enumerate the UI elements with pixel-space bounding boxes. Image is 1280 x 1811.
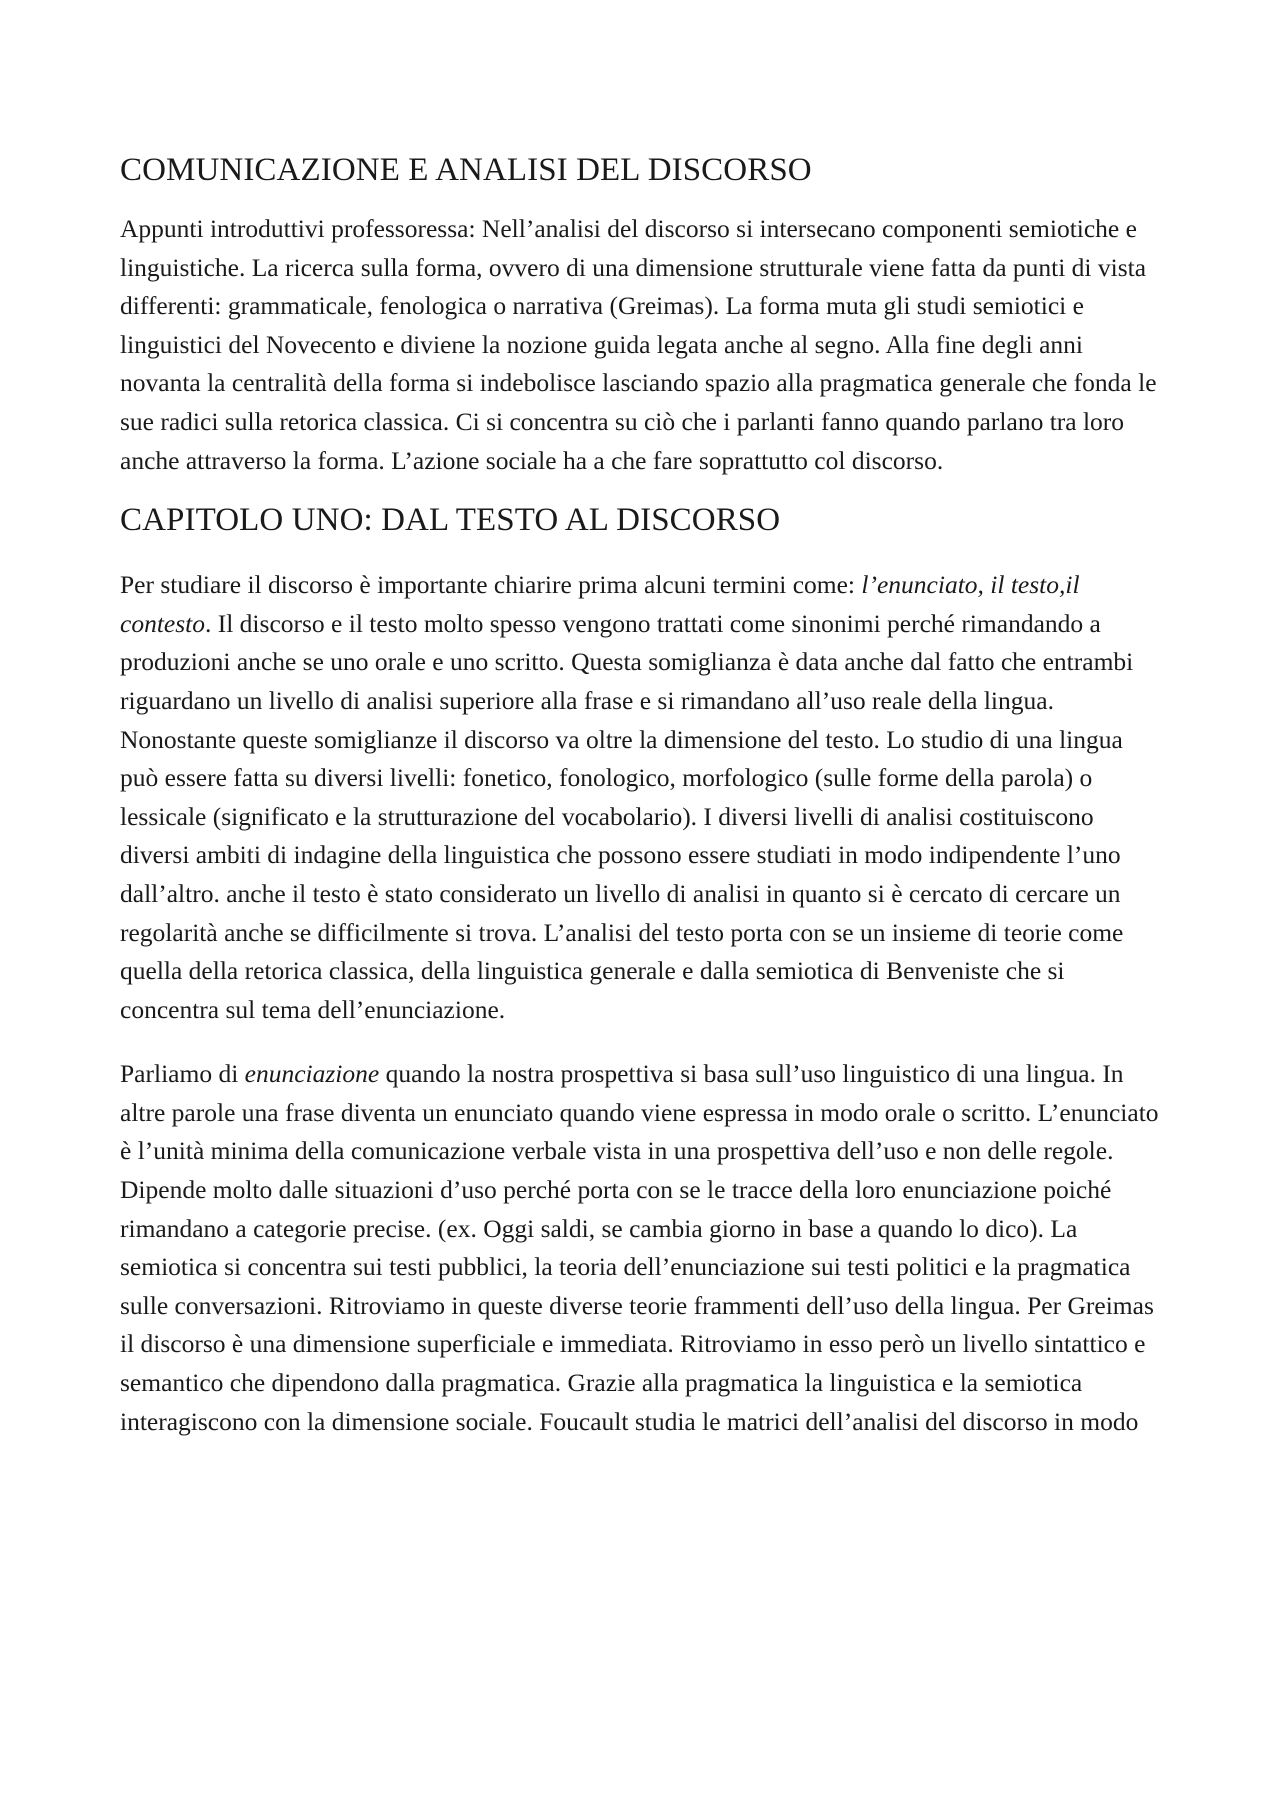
intro-paragraph: Appunti introduttivi professoressa: Nell’analisi del discorso si intersecano componenti semiotiche e linguistiche. La ricerca sulla forma, ovvero di una dimensione strutturale viene fatta da punti di vista differenti: grammaticale, fenologica o narrativa (Greimas). La forma muta gli studi semiotici e linguistici del Novecento e diviene la nozione guida legata anche al segno. Alla fine degli anni novanta la centralità della forma si indebolisce lasciando spazio alla pragmatica generale che fonda le sue radici sulla retorica classica. Ci si concentra su ciò che i parlanti fanno quando parlano tra loro anche attraverso la forma. L’azione sociale ha a che fare soprattutto col discorso.: [120, 214, 1157, 475]
paragraph-enunciazione: [120, 1055, 1166, 1441]
document-page: [120, 148, 1166, 1441]
document-title: COMUNICAZIONE E ANALISI DEL DISCORSO: [120, 152, 812, 188]
paragraph-1-text-start: Per studiare il discorso è importante chiarire prima alcuni termini come:: [120, 570, 862, 600]
chapter-title: CAPITOLO UNO: DAL TESTO AL DISCORSO: [120, 502, 781, 539]
paragraph-1-text-end: . Il discorso e il testo molto spesso vengono trattati come sinonimi perché rimandando a produzioni anche se uno orale e uno scritto. Questa somiglianza è data anche dal fatto che entrambi riguardano un livello di analisi superiore alla frase e si rimandano all’uso reale della lingua. Nonostante queste somiglianze il discorso va oltre la dimensione del testo. Lo studio di una lingua può essere fatta su diversi livelli: fonetico, fonologico, morfologico (sulle forme della parola) o lessicale (significato e la strutturazione del vocabolario). I diversi livelli di analisi costituiscono diversi ambiti di indagine della linguistica che possono essere studiati in modo indipendente l’uno dall’altro. anche il testo è stato considerato un livello di analisi in quanto si è cercato di cercare un regolarità anche se difficilmente si trova. L’analisi del testo porta con se un insieme di teorie come quella della retorica classica, della linguistica generale e dalla semiotica di Benveniste che si concentra sul tema dell’enunciazione.: [120, 608, 1134, 1024]
paragraph-2-text-end: quando la nostra prospettiva si basa sull’uso linguistico di una lingua. In altre parole una frase diventa un enunciato quando viene espressa in modo orale o scritto. L’enunciato è l’unità minima della comunicazione verbale vista in una prospettiva dell’uso e non delle regole. Dipende molto dalle situazioni d’uso perché porta con se le tracce della loro enunciazione poiché rimandano a categorie precise. (ex. Oggi saldi, se cambia giorno in base a quando lo dico). La semiotica si concentra sui testi pubblici, la teoria dell’enunciazione sui testi politici e la pragmatica sulle conversazioni. Ritroviamo in queste diverse teorie frammenti dell’uso della lingua. Per Greimas il discorso è una dimensione superficiale e immediata. Ritroviamo in esso però un livello sintattico e semantico che dipendono dalla pragmatica. Grazie alla pragmatica la linguistica e la semiotica interagiscono con la dimensione sociale. Foucault studia le matrici dell’analisi del discorso in modo: [120, 1059, 1159, 1436]
paragraph-1-italic-terms: l’enunciato, il testo,il contesto: [120, 570, 1080, 638]
paragraph-2-text-start: Parliamo di: [120, 1059, 245, 1089]
paragraph-2-italic-term: enunciazione: [244, 1059, 380, 1089]
paragraph-testo-discorso: [120, 566, 1166, 1029]
